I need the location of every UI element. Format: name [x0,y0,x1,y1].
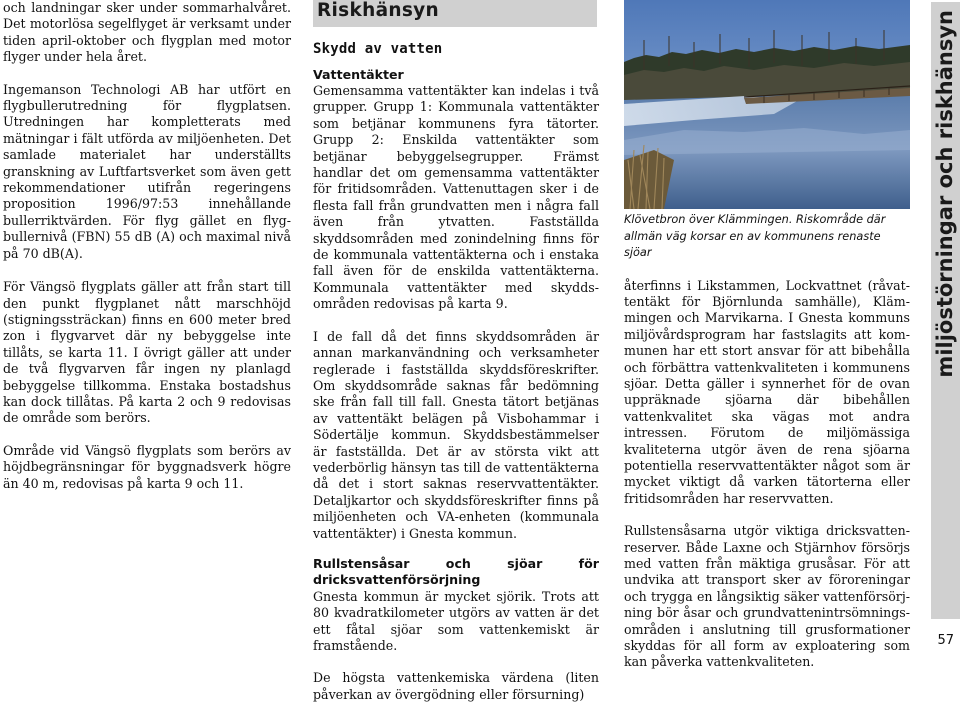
text-column-right [624,0,910,671]
text-column-middle [313,0,599,703]
photo-illustration [624,0,910,209]
paragraph: och landningar sker under sommarhalvåret. Det motorlösa segelflyget är verksamt under tiden april-oktober och flygplan med motor flyger under hela året. [3,0,291,65]
paragraph: Gnesta kommun är mycket sjörik. Trots att 80 kvadratkilometer utgörs av vatten är det ett fåtal sjöar som vattenkemiskt är framstående. [313,588,599,653]
page-number: 57 [937,633,954,648]
subheading: Skydd av vatten [313,41,443,57]
chapter-sidebar [931,2,960,619]
photo-caption: Klövetbron över Klämmingen. Riskområde där allmän väg korsar en av kommunens renaste sjöar [624,213,886,259]
paragraph: I de fall då det finns skyddsområden är annan markanvändning och verksamheter reglerade i fastställda skyddsföreskrifter. Om skyddsområde saknas får bedömning ske från fall till fall. Gnesta tätort betjänas av vattentäkt belägen på Visbohammar i Södertälje kommun. Skyddsbestämmelser är fastställda. Det är av största vikt att vederbörlig hänsyn tas till de vattentäkterna då det i stort saknas reservvattentäkter. Detaljkartor och skyddsföreskrifter finns på miljöenheten och VA-enheten (kommunala vattentäkter) i Gnesta kommun. [313,328,599,541]
paragraph: Rullstensåsarna utgör viktiga dricksvattenreserver. Både Laxne och Stjärnhov försörjs med vatten från mäktiga grusåsar. För att undvika att transport sker av föroreningar och trygga en långsiktig säker vattenförsörjning bör åsar och grundvattenintrsömningsområden i anslutning till grusformationer skyddas för all form av exploatering som kan påverka vattenkvaliteten. [624,523,910,670]
minor-heading: Rullstensåsar och sjöar för dricksvattenförsörjning [313,555,599,588]
section-title: Riskhänsyn [313,0,597,27]
minor-heading: Vattentäkter [313,67,404,82]
paragraph: Ingemanson Technologi AB har utfört en flygbullerutredning för flygplatsen. Utredningen har kompletterats med mätningar i fält utförda av miljöenheten. Det samlade materialet har underställts granskning av Luftfartsverket som även gett rekommendationer utifrån regeringens proposition 1996/97:53 innehållande bullerriktvärden. För flyg gället en flygbullernivå (FBN) 55 dB (A) och maximal nivå på 70 dB(A). [3,81,291,261]
paragraph: Område vid Vängsö flygplats som berörs av höjdbegränsningar för byggnadsverk högre än 40 m, redovisas på karta 9 och 11. [3,442,291,491]
paragraph: återfinns i Likstammen, Lockvattnet (råvattentäkt för Björnlunda samhälle), Klämmingen och Marvikarna. I Gnesta kommuns miljövårdsprogram har fastslagits att kommunen har ett stort ansvar för att bibehålla och förbättra vattenkvaliteten i kommunens sjöar. Detta gäller i synnerhet för de ovan uppräknade sjöarna där bibehållen vattenkvalitet ska vägas mot andra intressen. Förutom de miljömässiga kvaliteterna utgör även de rena sjöarna potentiella reservvattentäkter något som är mycket viktigt då varken tätorterna eller fritidsområden har reservvatten. [624,277,910,506]
paragraph: För Vängsö flygplats gäller att från start till den punkt flygplanet nått marschhöjd (stigningssträckan) finns en 600 meter bred zon i flygvarvet där ny bebyggelse inte tillåts, se karta 11. I övrigt gäller att under de två flygvarven får ingen ny planlagd bebyggelse tillkomma. Enstaka bostadshus kan dock tillåtas. På karta 2 och 9 redovisas de område som berörs. [3,279,291,426]
text-column-left [3,0,291,492]
chapter-title: miljöstörningar och riskhänsyn [933,10,957,378]
lake-bridge-photo [624,0,910,209]
paragraph: De högsta vattenkemiska värdena (liten påverkan av övergödning eller försurning) [313,670,599,702]
paragraph: Gemensamma vattentäkter kan indelas i två grupper. Grupp 1: Kommunala vattentäkter som betjänar kommunens fyra tätorter. Grupp 2: Enskilda vattentäkter som betjänar bebyggelsegrupper. Främst handlar det om gemensamma vattentäkter för fritidsområden. Vattenuttagen sker i de flesta fall från grundvatten men i några fall även från ytvatten. Fastställda skyddsområden med zonindelning finns för de kommunala vattentäkterna och i enstaka fall även för de enskilda vattentäkterna. Kommunala vattentäkter med skyddsområden redovisas på karta 9. [313,83,599,312]
